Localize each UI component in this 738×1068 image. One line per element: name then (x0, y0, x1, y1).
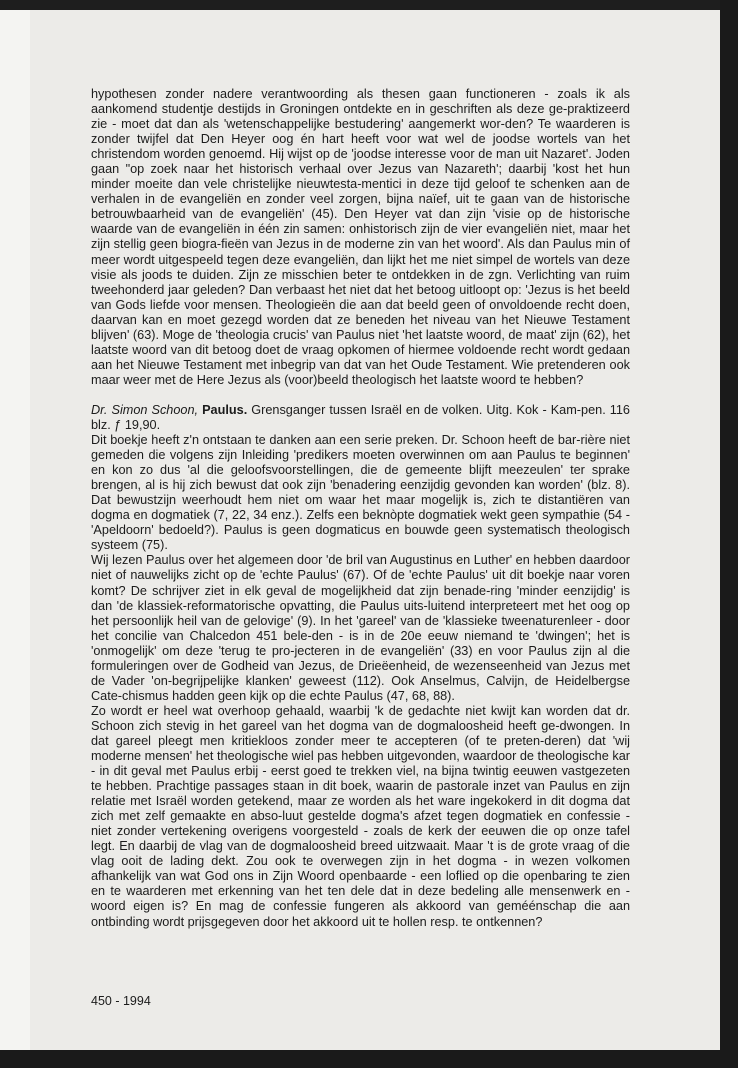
review-author: Dr. Simon Schoon, (91, 402, 199, 417)
scan-border-right (720, 0, 738, 1068)
review-paragraph-1: Dit boekje heeft z'n ontstaan te danken aan een serie preken. Dr. Schoon heeft de bar-rière niet gemeden die volgens zijn Inleiding 'predikers moeten overwinnen om aan Paulus te beginnen' en kon zo dus 'al die geloofsvoorstellingen, die de gemeente blijft meezeulen' ter sprake brengen, al is hij zich bewust dat ook zijn 'benadering eenzijdig gevonden kan worden' (blz. 8). Dat bewustzijn weerhoudt hem niet om waar het maar mogelijk is, zich te distantiëren van dogma en dogmatiek (7, 22, 34 enz.). Zelfs een beknòpte dogmatiek wekt geen sympathie (54 - 'Apeldoorn' bedoeld?). Paulus is geen dogmaticus en bouwde geen systematisch theologisch systeem (75). (91, 433, 630, 553)
paragraph-continuation: hypothesen zonder nadere verantwoording als thesen gaan functioneren - zoals ik als aankomend studentje destijds in Groningen ontdekte en in geschriften als deze ge-praktizeerd zie - moet dat dan als 'wetenschappelijke bestudering' aangemerkt wor-den? Te waarderen is zonder twijfel dat Den Heyer oog én hart heeft voor wat wel de joodse wortels van het christendom worden genoemd. Hij wijst op de 'joodse interesse voor de man uit Nazaret'. Joden gaan "op zoek naar het historisch verhaal over Jezus van Nazareth'; daarbij 'kost het hun minder moeite dan vele christelijke nieuwtesta-mentici in deze tijd geloof te schenken aan de verhalen in de evangeliën en zonder veel zorgen, bijna naïef, uit te gaan van de historische betrouwbaarheid van de evangeliën' (45). Den Heyer vat dan zijn 'visie op de historische waarde van de evangeliën in één zin samen: onhistorisch zijn de vier evangeliën niet, maar het zijn stellig geen biogra-fieën van Jezus in de moderne zin van het woord'. Als dan Paulus min of meer wordt uitgespeeld tegen deze evangeliën, dan lijkt het me niet simpel de wortels van deze visie als joods te duiden. Zijn ze misschien beter te ontdekken in de zgn. Verlichting van ruim tweehonderd jaar geleden? Dan verbaast het niet dat het betoog uitloopt op: 'Jezus is het beeld van Gods liefde voor mensen. Theologieën die aan dat beeld geen of onvoldoende recht doen, daarvan kan en moet gezegd worden dat ze beneden het niveau van het Nieuwe Testament blijven' (63). Moge de 'theologia crucis' van Paulus niet 'het laatste woord, de maat' zijn (62), het laatste woord van dit betoog doet de vraag opkomen of hiermee voldoende recht wordt gedaan aan het Nieuwe Testament met inbegrip van dat van het Oude Testament. Wie pretenderen ook maar weer met de Here Jezus als (voor)beeld theologisch het laatste woord te hebben? (91, 87, 630, 387)
scan-border-bottom (0, 1050, 738, 1068)
review-book-title: Paulus. (202, 402, 248, 417)
review-heading (91, 403, 630, 433)
article-body (91, 87, 630, 930)
review-paragraph-2: Wij lezen Paulus over het algemeen door 'de bril van Augustinus en Luther' en hebben daardoor niet of nauwelijks zicht op de 'echte Paulus' (67). Of de 'echte Paulus' uit dit boekje naar voren komt? De schrijver ziet in elk geval de mogelijkheid dat zijn benade-ring 'minder eenzijdig' is dan 'de klassiek-reformatorische opvatting, die Paulus uits-luitend interpreteert met het oog op het persoonlijk heil van de gelovige' (9). In het 'gareel' van de 'klassieke tweenaturenleer - door het concilie van Chalcedon 451 bele-den - is in de 20e eeuw niemand te 'dwingen'; het is 'onmogelijk' om deze 'terug te pro-jecteren in de evangeliën' (33) en voor Paulus zijn al die formuleringen over de Godheid van Jezus, de Drieëenheid, de wezenseenheid van Jezus met de Vader 'on-begrijpelijke klanken' geweest (112). Ook Anselmus, Calvijn, de Heidelbergse Cate-chismus hadden geen kijk op die echte Paulus (47, 68, 88). (91, 553, 630, 703)
scan-border-top (0, 0, 738, 10)
paragraph-gap (91, 388, 630, 403)
review-citation: Grensganger tussen Israël en de volken. Uitg. Kok - Kam-pen. 116 blz. ƒ 19,90. (91, 402, 630, 432)
review-paragraph-3: Zo wordt er heel wat overhoop gehaald, waarbij 'k de gedachte niet kwijt kan worden dat dr. Schoon zich stevig in het gareel van het dogma van de dogmaloosheid heeft ge-dwongen. In dat gareel pleegt men kritiekloos zonder meer te accepteren (of te preten-deren) dat 'wij moderne mensen' het theologische wiel pas hebben uitgevonden, waardoor de theologische kar - in dit geval met Paulus erbij - eerst goed te trekken viel, na bijna twintig eeuwen vastgezeten te hebben. Prachtige passages staan in dit boek, waarin de pastorale inzet van Paulus en zijn relatie met Israël worden getekend, maar ze worden als het ware ingekokerd in dit dogma dat zich met zelf gemaakte en abso-luut gestelde dogma's afzet tegen dogmatiek en confessie - niet zonder vertekening overigens voorgesteld - zoals de kerk der eeuwen die op onze tafel legt. En daarbij de vlag van de dogmaloosheid breed uitzwaait. Maar 't is de grote vraag of die vlag ooit de lading dekt. Zou ook te overwegen zijn in het dogma - in wezen volkomen afhankelijk van wat God ons in Zijn Woord openbaarde - een loflied op die openbaring te zien en te waarderen met erkenning van het ten dele dat in deze bedeling alle mensenwerk en - woord eigen is? En mag de confessie fungeren als akkoord van geméénschap die aan ontbinding wordt prijsgegeven door het akkoord uit te hollen resp. te ontkennen? (91, 703, 630, 929)
page-number: 450 - 1994 (91, 994, 151, 1008)
page-margin-left (0, 10, 30, 1050)
